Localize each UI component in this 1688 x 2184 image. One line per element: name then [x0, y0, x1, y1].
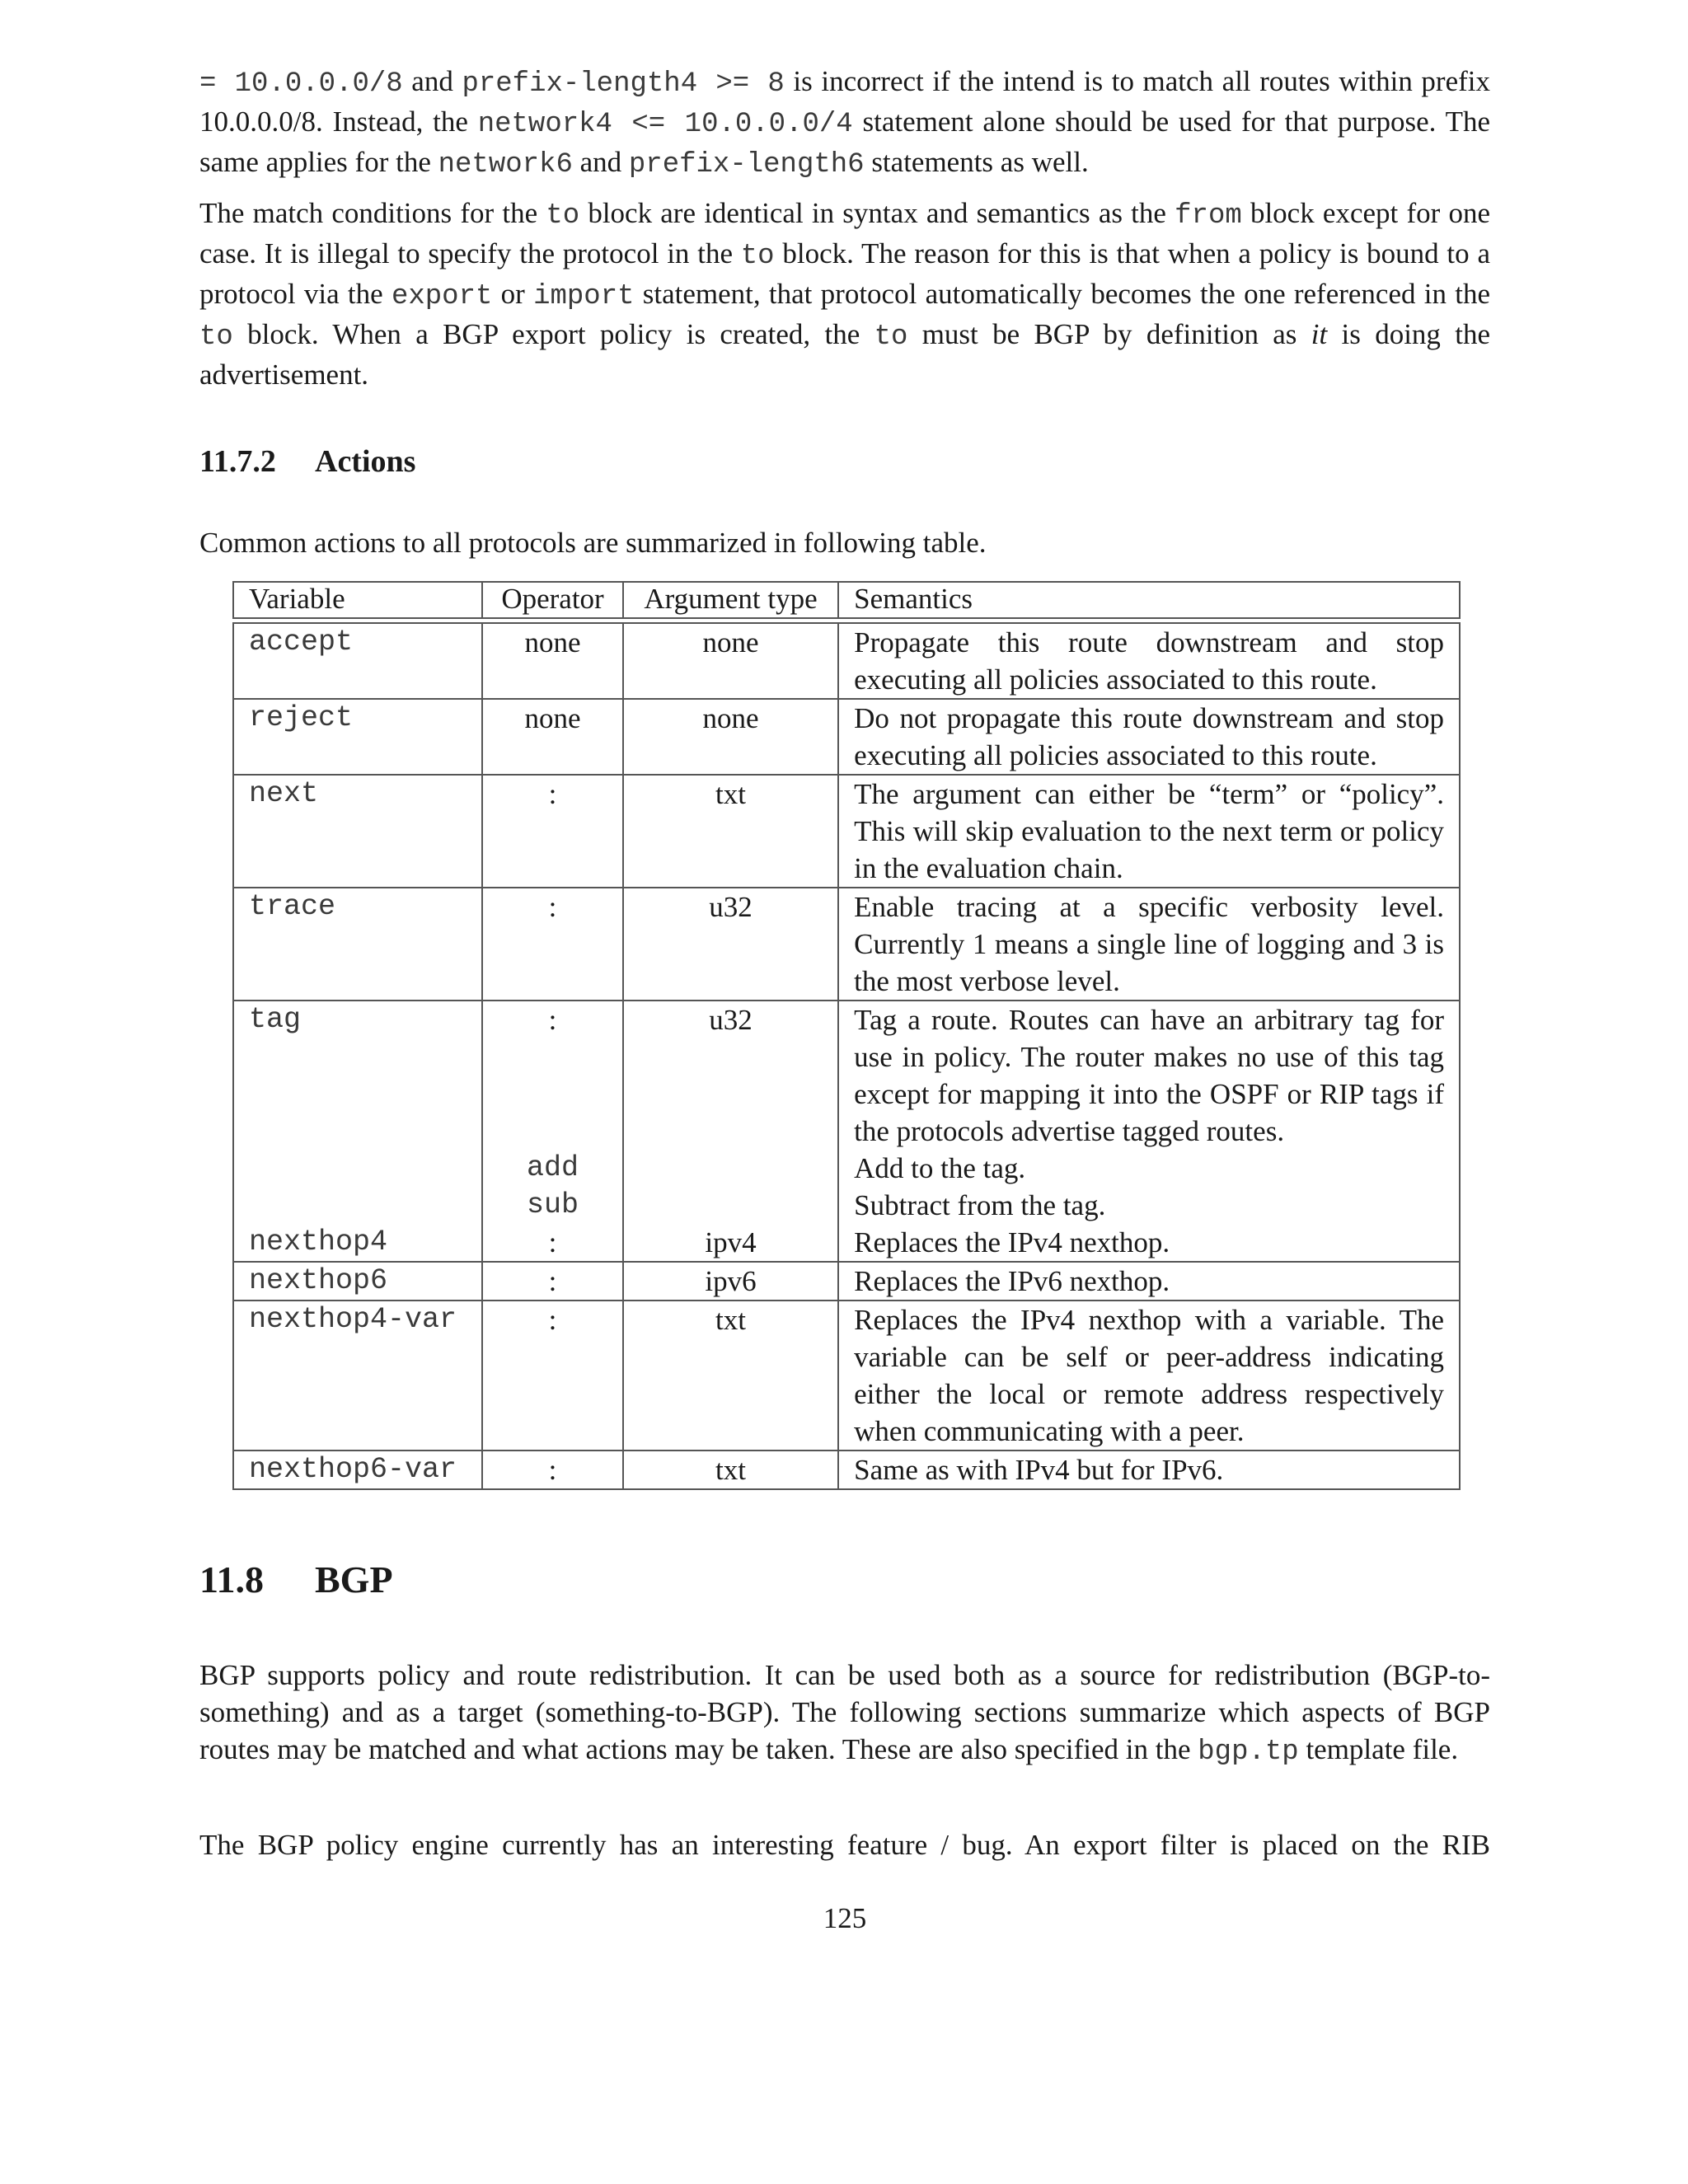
section-title: BGP: [315, 1558, 393, 1601]
table-row: nexthop6-var : txt Same as with IPv4 but for IPv6.: [232, 1450, 1461, 1490]
table-row: next : txt The argument can either be “term” or “policy”. This will skip evaluation to the next term or policy in the evaluation chain.: [232, 774, 1461, 887]
table-row: nexthop4-var : txt Replaces the IPv4 nexthop with a variable. The variable can be self or peer-address indicating either the local or remote address respectively when communicating with a peer.: [232, 1300, 1461, 1450]
header-operator: Operator: [483, 583, 624, 617]
table-row: sub Subtract from the tag.: [232, 1187, 1461, 1224]
section-heading: [199, 1558, 393, 1601]
table-row: add Add to the tag.: [232, 1150, 1461, 1187]
paragraph-table-intro: Common actions to all protocols are summarized in following table.: [199, 527, 987, 559]
paragraph-bgp-engine: The BGP policy engine currently has an interesting feature / bug. An export filter is placed on the RIB: [199, 1829, 1490, 1861]
subsection-title: Actions: [315, 444, 416, 479]
header-argument-type: Argument type: [624, 583, 839, 617]
table-row: accept none none Propagate this route downstream and stop executing all policies associated to this route.: [232, 622, 1461, 698]
subsection-number: 11.7.2: [199, 444, 276, 479]
table-row: nexthop6 : ipv6 Replaces the IPv6 nexthop.: [232, 1261, 1461, 1300]
paragraph-prefix-note: = 10.0.0.0/8 and prefix-length4 >= 8 is incorrect if the intend is to match all routes within prefix 10.0.0.0/8. Instead, the network4 <= 10.0.0.0/4 statement alone should be used for that purpose. The same applies for the network6 and prefix-length6 statements as well.: [199, 65, 1491, 180]
paragraph-bgp-intro: BGP supports policy and route redistribution. It can be used both as a source for redistribution (BGP-to-something) and as a target (something-to-BGP). The following sections summarize which aspects of BGP routes may be matched and what actions may be taken. These are also specified in the bgp.tp template file.: [199, 1659, 1490, 1768]
header-variable: Variable: [234, 583, 483, 617]
header-semantics: Semantics: [854, 583, 973, 615]
table-row: tag : u32 Tag a route. Routes can have an arbitrary tag for use in policy. The router makes no use of this tag except for mapping it into the OSPF or RIP tags if the protocols advertise tagged routes.: [232, 1000, 1461, 1150]
table-row: trace : u32 Enable tracing at a specific verbosity level. Currently 1 means a single line of logging and 3 is the most verbose level.: [232, 887, 1461, 1000]
table-header: [232, 581, 1461, 619]
paragraph-to-block: The match conditions for the to block are identical in syntax and semantics as the from block except for one case. It is illegal to specify the protocol in the to block. The reason for this is that when a policy is bound to a protocol via the export or import statement, that protocol automatically becomes the one referenced in the to block. When a BGP export policy is created, the to must be BGP by definition as it is doing the advertisement.: [199, 197, 1491, 391]
actions-table: [232, 581, 1461, 1490]
page-number: 125: [823, 1902, 867, 1934]
subsection-heading: [199, 443, 415, 480]
table-row: reject none none Do not propagate this route downstream and stop executing all policies associated to this route.: [232, 698, 1461, 774]
table-row: nexthop4 : ipv4 Replaces the IPv4 nexthop.: [232, 1224, 1461, 1261]
section-number: 11.8: [199, 1558, 264, 1601]
